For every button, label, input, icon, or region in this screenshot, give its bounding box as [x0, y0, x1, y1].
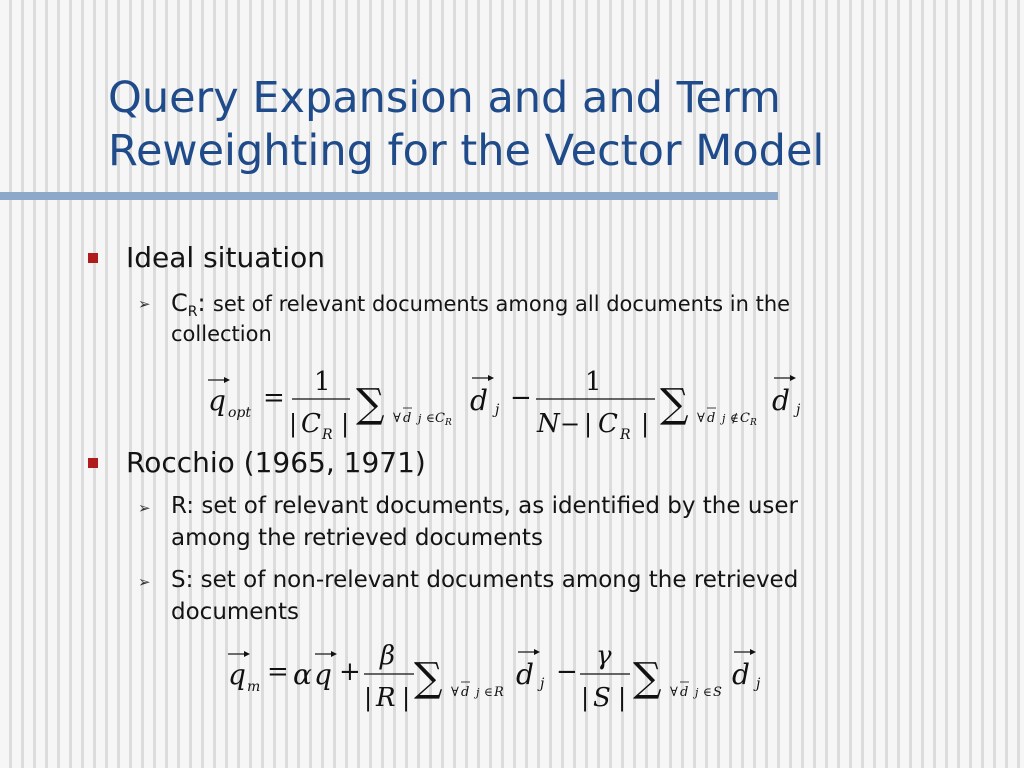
f2-bar-right-2: | — [618, 684, 627, 712]
f1-C-sub-R-2: R — [620, 427, 631, 443]
f1-bar-right: | — [341, 410, 350, 438]
f2-sum-j-1: j — [476, 686, 480, 699]
f1-sum-2: ∑ — [660, 381, 689, 427]
f2-j-1: j — [540, 676, 545, 692]
f2-S: S — [593, 683, 611, 713]
cr-subscript: R — [187, 304, 198, 320]
f1-numerator-one: 1 — [314, 367, 331, 397]
bullet-rocchio: Rocchio (1965, 1971) — [126, 446, 426, 479]
f2-d-2: d — [732, 658, 750, 691]
f1-sum-j-1: j — [418, 412, 422, 425]
f2-bar-left-2: | — [581, 684, 590, 712]
f1-sum-d-1: d — [403, 411, 412, 426]
f2-forall-2: ∀ — [670, 685, 678, 700]
f2-q: q — [228, 658, 246, 691]
f2-sum-d-1: d — [461, 685, 470, 700]
f2-minus: − — [556, 657, 578, 687]
f1-sum-1: ∑ — [356, 381, 385, 427]
cr-description-line-2: collection — [171, 322, 272, 346]
sub-bullet-arrow-icon: ➢ — [138, 573, 151, 591]
f1-bar-left-2: | — [584, 410, 593, 438]
cr-symbol: C — [171, 289, 188, 317]
f2-R: R — [376, 683, 396, 713]
bullet-square-icon — [88, 253, 98, 263]
f1-notin: ∉ — [730, 411, 739, 425]
f2-j-2: j — [756, 676, 761, 692]
f2-equals: = — [267, 657, 289, 687]
f2-gamma: γ — [596, 641, 612, 671]
f2-sum-R: R — [494, 685, 504, 700]
f1-sum-j-2: j — [722, 412, 726, 425]
f1-sum-d-2: d — [707, 411, 716, 426]
formula-q-opt — [200, 362, 820, 442]
sub-bullet-r-line-1: R: set of relevant documents, as identified by the user — [171, 493, 798, 519]
f1-equals: = — [263, 383, 285, 413]
bullet-ideal-situation: Ideal situation — [126, 241, 325, 274]
f2-d-1: d — [516, 658, 534, 691]
f1-forall-2: ∀ — [697, 411, 705, 426]
title-underline — [0, 192, 778, 200]
f2-beta: β — [380, 641, 396, 671]
sub-bullet-arrow-icon: ➢ — [138, 295, 151, 313]
sub-bullet-s-line-2: documents — [171, 599, 300, 625]
f2-in-1: ∈ — [484, 685, 493, 699]
f2-bar-right: | — [402, 684, 411, 712]
f1-sub-opt: opt — [228, 405, 252, 421]
f2-alpha: α — [293, 658, 312, 691]
sub-bullet-arrow-icon: ➢ — [138, 499, 151, 517]
f1-j-2: j — [796, 402, 801, 418]
sub-bullet-s-line-1: S: set of non-relevant documents among the retrieved — [171, 567, 799, 593]
f1-d-1: d — [470, 384, 488, 417]
f2-sum-2: ∑ — [633, 655, 662, 701]
f1-bar-left: | — [289, 410, 298, 438]
f1-numerator-one-2: 1 — [585, 367, 602, 397]
cr-description-line-1: set of relevant documents among all documents in the — [212, 292, 791, 316]
f1-q: q — [208, 384, 226, 417]
f2-plus: + — [339, 657, 361, 687]
f2-forall-1: ∀ — [451, 685, 459, 700]
f1-in: ∈ — [426, 411, 435, 425]
title-line-2: Reweighting for the Vector Model — [108, 126, 825, 176]
f1-C: C — [301, 409, 321, 439]
f1-minus-2: − — [560, 410, 581, 438]
cr-colon: : — [197, 289, 206, 317]
slide-title — [108, 72, 988, 178]
title-line-1: Query Expansion and and Term — [108, 73, 781, 123]
f2-sum-j-2: j — [695, 686, 699, 699]
f1-sum-C-1: C — [435, 411, 445, 426]
bullet-square-icon — [88, 458, 98, 468]
f1-j-1: j — [495, 402, 500, 418]
f1-d-2: d — [772, 384, 790, 417]
f2-sum-d-2: d — [680, 685, 689, 700]
f2-sum-1: ∑ — [414, 655, 443, 701]
f1-sum-R-2: R — [750, 418, 757, 428]
f2-sum-S: S — [713, 685, 722, 700]
f1-bar-right-2: | — [641, 410, 650, 438]
f1-forall-1: ∀ — [393, 411, 401, 426]
formula-q-m — [222, 636, 782, 716]
f2-q-2: q — [314, 658, 332, 691]
f1-minus: − — [510, 383, 532, 413]
f1-C-sub-R: R — [322, 427, 333, 443]
f1-N: N — [537, 409, 560, 439]
f2-in-2: ∈ — [703, 685, 712, 699]
f2-bar-left: | — [364, 684, 373, 712]
f1-sum-R-1: R — [445, 418, 452, 428]
f1-C-2: C — [598, 409, 618, 439]
f2-sub-m: m — [247, 679, 261, 695]
sub-bullet-r-line-2: among the retrieved documents — [171, 525, 543, 551]
f1-sum-C-2: C — [740, 411, 750, 426]
